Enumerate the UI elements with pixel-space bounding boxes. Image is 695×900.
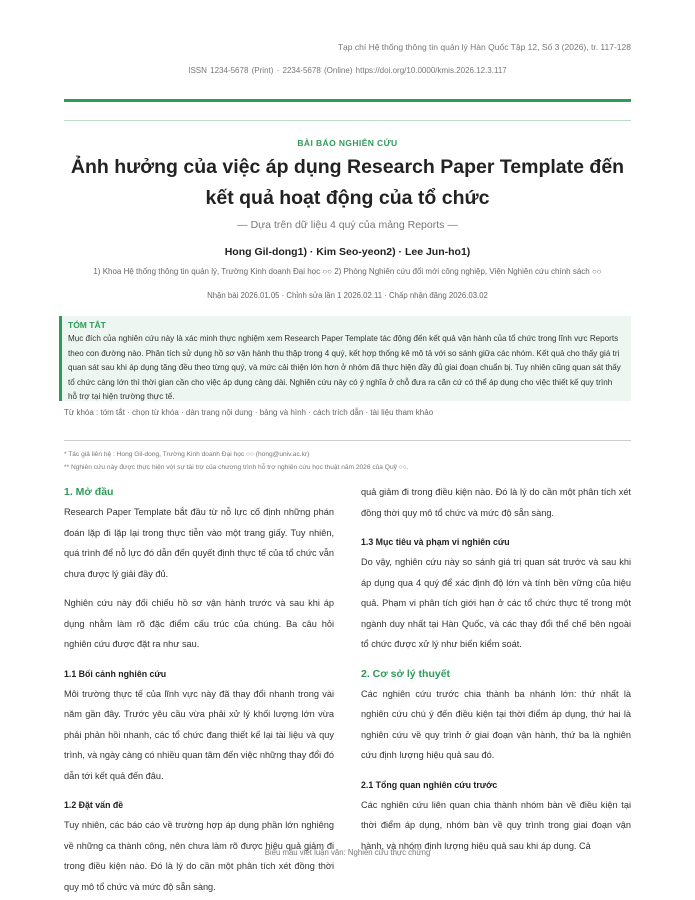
paragraph: Tuy nhiên, các báo cáo về trường hợp áp dụng phần lớn nghiêng về những ca thành công, nên chưa làm rõ được hiệu quả giảm đi trong điều kiện nào. Đó là lý do cần một phân tích xét đồng thời quy mô tổ chức và mức độ sẵn sàng.	[64, 820, 334, 892]
journal-citation: Tạp chí Hệ thống thông tin quản lý Hàn Quốc Tập 12, Số 3 (2026), tr. 117-128	[337, 42, 631, 52]
paragraph: Research Paper Template bắt đầu từ nỗ lực cố định những phán đoán lặp đi lặp lại trong thực tiễn vào một trang giấy. Tuy nhiên, quá trình để nỗ lực đó dẫn đến quyết định thực tế của tổ chức vẫn chưa được lý giải đầy đủ.	[64, 507, 334, 579]
header-rule	[64, 99, 631, 102]
submission-dates: Nhận bài 2026.01.05 · Chỉnh sửa lần 1 2026.02.11 · Chấp nhận đăng 2026.03.02	[207, 291, 488, 300]
abstract-body: Mục đích của nghiên cứu này là xác minh thực nghiệm xem Research Paper Template tác động đến kết quả vận hành của tổ chức trong lĩnh vực Reports theo con đường nào. Phân tích sử dụng hồ sơ vận hành thu thập trong 4 quý, kết hợp thống kê mô tả với so sánh giữa các nhóm. Kết quả cho thấy giá trị quan sát sau khi áp dụng tăng đều theo từng quý, và mức cải thiện lớn hơn ở nhóm đã thực hiện đầy đủ giai đoạn chuẩn bị. Tuy nhiên cũng quan sát thấy tổ chức càng lớn thì thời gian cần cho việc áp dụng càng dài. Nghiên cứu này có ý nghĩa ở chỗ đưa ra căn cứ có thể áp dụng cho việc thiết kế quy trình hỗ trợ tại hiện trường thực tế.	[68, 334, 621, 401]
footnote-corresponding-author: * Tác giả liên hệ : Hong Gil-dong, Trường Kinh doanh Đại học ○○ (hong@univ.ac.kr)	[64, 451, 310, 458]
author-list: Hong Gil-dong1) · Kim Seo-yeon2) · Lee Jun-ho1)	[224, 246, 471, 258]
right-column	[361, 482, 631, 856]
footnote-funding: ** Nghiên cứu này được thực hiện với sự tài trợ của chương trình hỗ trợ nghiên cứu học thuật năm 2026 của Quỹ ○○.	[64, 464, 409, 471]
page-footer: Biểu mẫu viết luận văn: Nghiên cứu thực chứng	[264, 848, 431, 857]
footnote-separator	[64, 440, 631, 441]
article-subtitle: — Dựa trên dữ liệu 4 quý của mảng Reports —	[237, 219, 458, 231]
header-thin-rule	[64, 120, 631, 121]
section-heading-theory: 2. Cơ sở lý thuyết	[361, 667, 451, 680]
paragraph: Các nghiên cứu trước chia thành ba nhánh lớn: thứ nhất là nghiên cứu chú ý đến điều kiện tại thời điểm áp dụng, thứ hai là nghiên cứu về quy trình ở giai đoạn vận hành, thứ ba là nghiên cứu định lượng hiệu quả sau đó.	[361, 688, 631, 760]
article-type-label: BÀI BÁO NGHIÊN CỨU	[297, 138, 398, 148]
abstract-box	[59, 316, 631, 401]
paragraph: quả giảm đi trong điều kiện nào. Đó là lý do cần một phân tích xét đồng thời quy mô tổ chức và mức độ sẵn sàng.	[361, 487, 631, 518]
footnotes	[64, 448, 631, 474]
paragraph: Các nghiên cứu liên quan chia thành nhóm bàn về điều kiện tại thời điểm áp dụng, nhóm bàn về quy trình trong giai đoạn vận hành, và nhóm định lượng hiệu quả sau khi áp dụng. Cả	[361, 799, 631, 851]
subsection-heading-1-3: 1.3 Mục tiêu và phạm vi nghiên cứu	[361, 537, 510, 547]
issn-doi-line: ISSN 1234-5678 (Print) · 2234-5678 (Online) https://doi.org/10.0000/kmis.2026.12.3.117	[188, 66, 507, 75]
subsection-heading-2-1: 2.1 Tổng quan nghiên cứu trước	[361, 779, 498, 790]
affiliations: 1) Khoa Hệ thống thông tin quản lý, Trường Kinh doanh Đại học ○○ 2) Phòng Nghiên cứu đổi mới công nghiệp, Viện Nghiên cứu chính sách ○○	[93, 267, 602, 276]
subsection-heading-1-2: 1.2 Đặt vấn đề	[64, 800, 124, 810]
abstract-heading: TÓM TẮT	[68, 320, 106, 330]
article-title: Ảnh hưởng của việc áp dụng Research Paper Template đến kết quả hoạt động của tổ chức	[70, 156, 625, 209]
paragraph: Môi trường thực tế của lĩnh vực này đã thay đổi nhanh trong vài năm gần đây. Trước yêu cầu vừa phải xử lý khối lượng lớn vừa phải phản hồi nhanh, các tổ chức đang thiết kế lại tài liệu và quy trình, và ngày càng có nhiều quan tâm đến việc những thay đổi đó dẫn tới kết quả đến đâu.	[64, 688, 334, 781]
paragraph: Do vậy, nghiên cứu này so sánh giá trị quan sát trước và sau khi áp dụng qua 4 quý để xác định độ lớn và tính bền vững của hiệu quả. Phạm vi phân tích giới hạn ở các tổ chức thực tế trong một ngành duy nhất tại Hàn Quốc, và các thay đổi thể chế bên ngoài tổ chức được xử lý như biến kiểm soát.	[361, 557, 631, 649]
subsection-heading-1-1: 1.1 Bối cảnh nghiên cứu	[64, 668, 167, 679]
section-heading-intro: 1. Mở đầu	[64, 486, 114, 498]
keywords: Từ khóa : tóm tắt · chọn từ khóa · dàn trang nội dung · bảng và hình · cách trích dẫn · tài liệu tham khảo	[64, 408, 434, 417]
paragraph: Nghiên cứu này đối chiếu hồ sơ vận hành trước và sau khi áp dụng nhằm làm rõ đặc điểm cấu trúc của chúng. Ba câu hỏi nghiên cứu được đặt ra như sau.	[64, 598, 334, 649]
left-column	[64, 482, 334, 892]
